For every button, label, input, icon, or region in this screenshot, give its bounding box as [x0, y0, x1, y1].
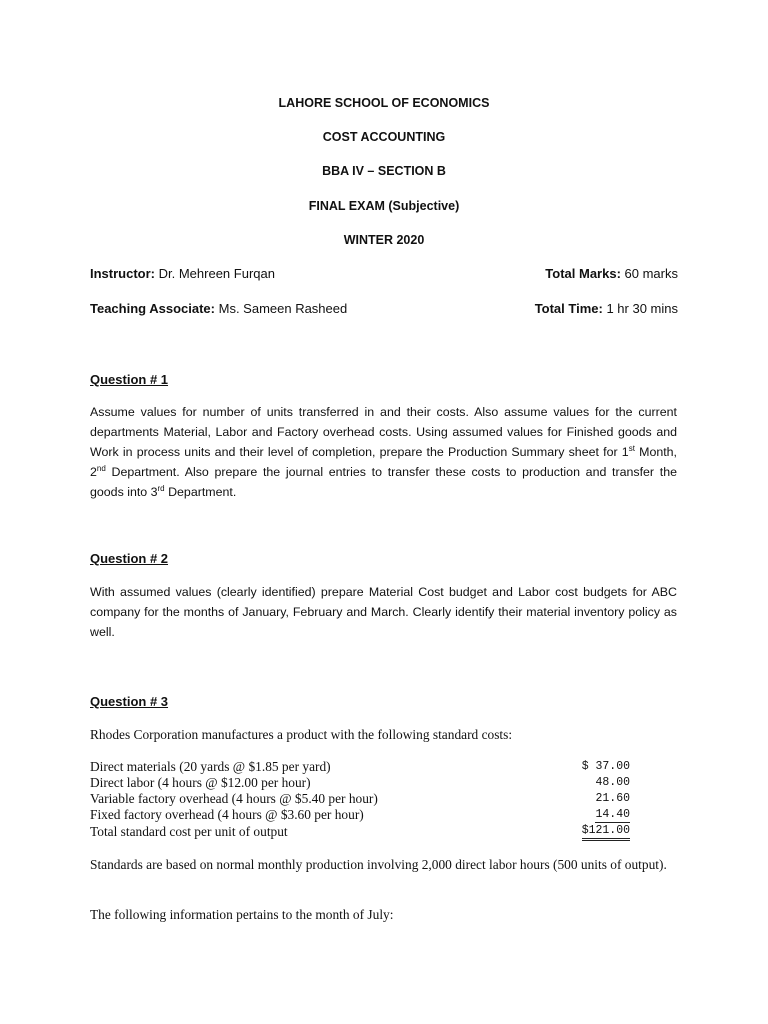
instructor-label: Instructor:	[90, 266, 155, 281]
cost-amount: $ 37.00	[581, 760, 630, 773]
total-time-value: 1 hr 30 mins	[606, 301, 678, 316]
question-2-heading: Question # 2	[90, 551, 169, 566]
cost-label: Direct labor (4 hours @ $12.00 per hour)	[90, 775, 311, 790]
question-2-text: With assumed values (clearly identified) prepare Material Cost budget and Labor cost budgets for ABC company for the months of January, February and March. Clearly identify their material inventory policy as well.	[90, 585, 677, 639]
instructor-info	[90, 265, 275, 283]
total-time-info	[535, 300, 678, 318]
cost-amount-cell	[570, 759, 630, 775]
cost-label: Direct materials (20 yards @ $1.85 per yard)	[90, 759, 331, 774]
total-time-label: Total Time:	[534, 301, 603, 316]
cost-row	[90, 807, 630, 823]
q1-text-part-3: Department. Also prepare the journal entries to transfer these costs to production and transfer the goods into 3	[90, 465, 677, 499]
ta-value: Ms. Sameen Rasheed	[218, 301, 348, 316]
cost-row	[90, 823, 630, 841]
ta-row	[90, 300, 678, 318]
ta-info	[90, 300, 347, 318]
question-3-intro: Rhodes Corporation manufactures a product with the following standard costs:	[90, 727, 513, 742]
cost-amount: 14.40	[595, 808, 630, 821]
july-text: The following information pertains to the month of July:	[90, 907, 394, 922]
q1-text-part-2: Month, 2	[90, 445, 678, 479]
ta-label: Teaching Associate:	[90, 301, 215, 316]
q1-sup-2: nd	[96, 463, 106, 473]
course-title: COST ACCOUNTING	[322, 130, 446, 144]
cost-amount: 48.00	[595, 776, 630, 789]
q1-text-part-4: Department.	[164, 485, 237, 499]
cost-amount-cell	[570, 823, 630, 841]
question-1-heading: Question # 1	[90, 372, 169, 387]
standard-cost-rows	[90, 759, 630, 841]
section-title: BBA IV – SECTION B	[322, 164, 446, 178]
cost-amount-cell	[570, 775, 630, 791]
cost-row	[90, 775, 630, 791]
exam-title: FINAL EXAM (Subjective)	[308, 199, 460, 213]
total-marks-info	[545, 265, 678, 283]
cost-amount-cell	[570, 807, 630, 823]
school-name: LAHORE SCHOOL OF ECONOMICS	[278, 96, 490, 110]
instructor-row	[90, 265, 678, 283]
standard-cost-table	[90, 759, 630, 841]
instructor-value: Dr. Mehreen Furqan	[158, 266, 275, 281]
cost-amount: $121.00	[582, 824, 630, 841]
cost-label: Variable factory overhead (4 hours @ $5.40 per hour)	[90, 791, 378, 806]
cost-row	[90, 759, 630, 775]
total-marks-label: Total Marks:	[545, 266, 621, 281]
question-1-text	[90, 402, 677, 502]
cost-amount-cell	[570, 791, 630, 807]
term-title: WINTER 2020	[343, 233, 425, 247]
cost-label: Total standard cost per unit of output	[90, 824, 288, 839]
total-marks-value: 60 marks	[624, 266, 678, 281]
question-3-heading: Question # 3	[90, 694, 169, 709]
cost-row	[90, 791, 630, 807]
standards-text: Standards are based on normal monthly production involving 2,000 direct labor hours (500 units of output).	[90, 857, 667, 872]
cost-label: Fixed factory overhead (4 hours @ $3.60 per hour)	[90, 807, 364, 822]
q1-sup-1: st	[628, 443, 635, 453]
q1-sup-3: rd	[157, 483, 165, 493]
q1-text-part-1: Assume values for number of units transferred in and their costs. Also assume values for the current departments Material, Labor and Factory overhead costs. Using assumed values for Finished goods and Work in process units and their level of completion, prepare the Production Summary sheet for 1	[90, 405, 677, 459]
cost-amount: 21.60	[595, 792, 630, 805]
